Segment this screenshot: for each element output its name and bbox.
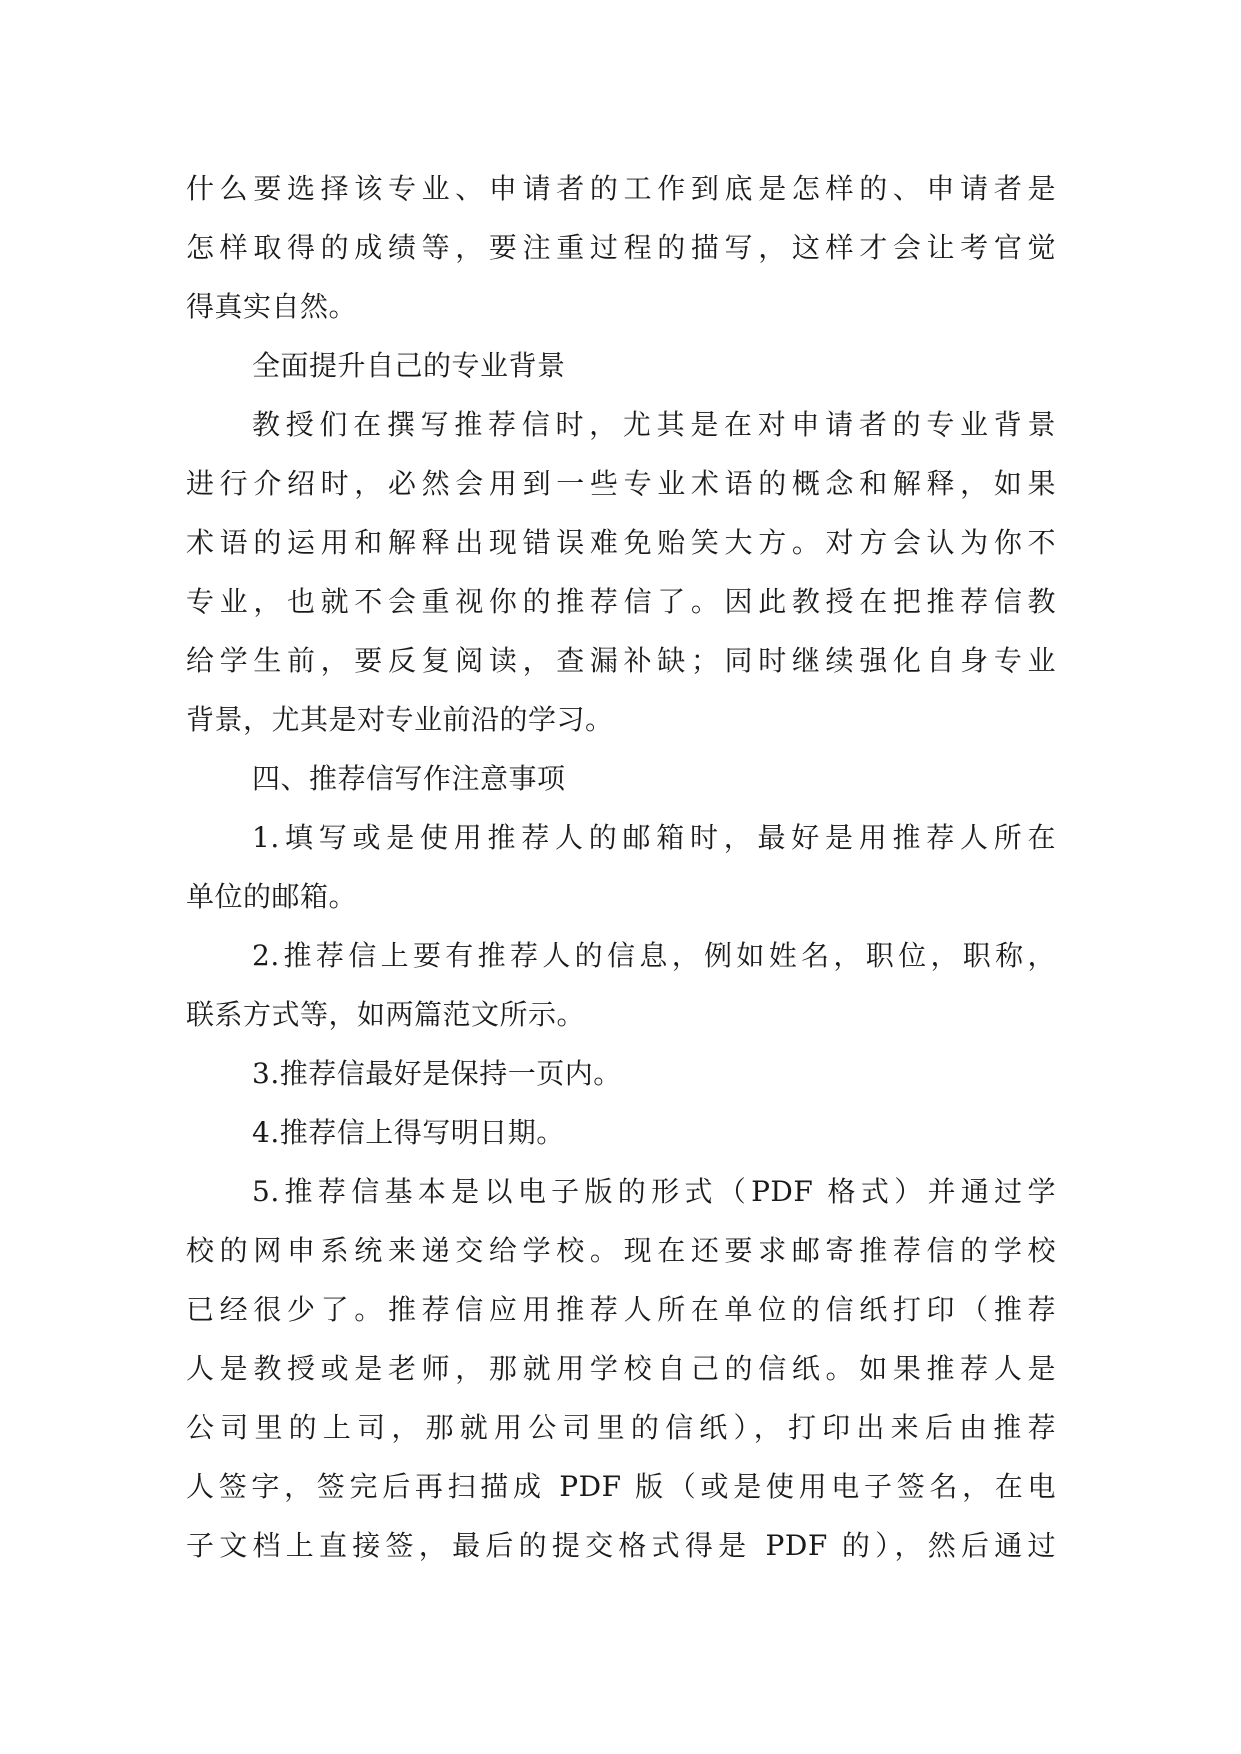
text-line: 校的网申系统来递交给学校。现在还要求邮寄推荐信的学校 — [186, 1234, 1056, 1267]
text-line: 已经很少了。推荐信应用推荐人所在单位的信纸打印（推荐 — [186, 1293, 1056, 1326]
section-heading: 四、推荐信写作注意事项 — [252, 762, 566, 795]
list-item-text: 3.推荐信最好是保持一页内。 — [252, 1057, 622, 1090]
list-item-text: 4.推荐信上得写明日期。 — [252, 1116, 565, 1149]
section-heading: 全面提升自己的专业背景 — [252, 349, 566, 382]
text-line: 术语的运用和解释出现错误难免贻笑大方。对方会认为你不 — [186, 526, 1056, 559]
text-line: 给学生前，要反复阅读，查漏补缺；同时继续强化自身专业 — [186, 644, 1056, 677]
text-line: 子文档上直接签，最后的提交格式得是 PDF 的），然后通过 — [186, 1529, 1056, 1562]
text-line: 单位的邮箱。 — [186, 880, 358, 913]
text-line: 得真实自然。 — [186, 290, 358, 323]
text-line: 教授们在撰写推荐信时，尤其是在对申请者的专业背景 — [252, 408, 1056, 441]
list-item-text: 2.推荐信上要有推荐人的信息，例如姓名，职位，职称， — [252, 939, 1056, 972]
list-item-text: 1.填写或是使用推荐人的邮箱时，最好是用推荐人所在 — [252, 821, 1056, 854]
text-line: 怎样取得的成绩等，要注重过程的描写，这样才会让考官觉 — [186, 231, 1056, 264]
text-line: 公司里的上司，那就用公司里的信纸），打印出来后由推荐 — [186, 1411, 1056, 1444]
text-line: 背景，尤其是对专业前沿的学习。 — [186, 703, 614, 736]
text-line: 进行介绍时，必然会用到一些专业术语的概念和解释，如果 — [186, 467, 1056, 500]
text-line: 什么要选择该专业、申请者的工作到底是怎样的、申请者是 — [186, 172, 1056, 205]
text-line: 专业，也就不会重视你的推荐信了。因此教授在把推荐信教 — [186, 585, 1056, 618]
list-item-text: 5.推荐信基本是以电子版的形式（PDF 格式）并通过学 — [252, 1175, 1056, 1208]
text-line: 人是教授或是老师，那就用学校自己的信纸。如果推荐人是 — [186, 1352, 1056, 1385]
document-body — [186, 159, 1056, 1575]
text-line: 人签字，签完后再扫描成 PDF 版（或是使用电子签名，在电 — [186, 1470, 1056, 1503]
text-line: 联系方式等，如两篇范文所示。 — [186, 998, 586, 1031]
